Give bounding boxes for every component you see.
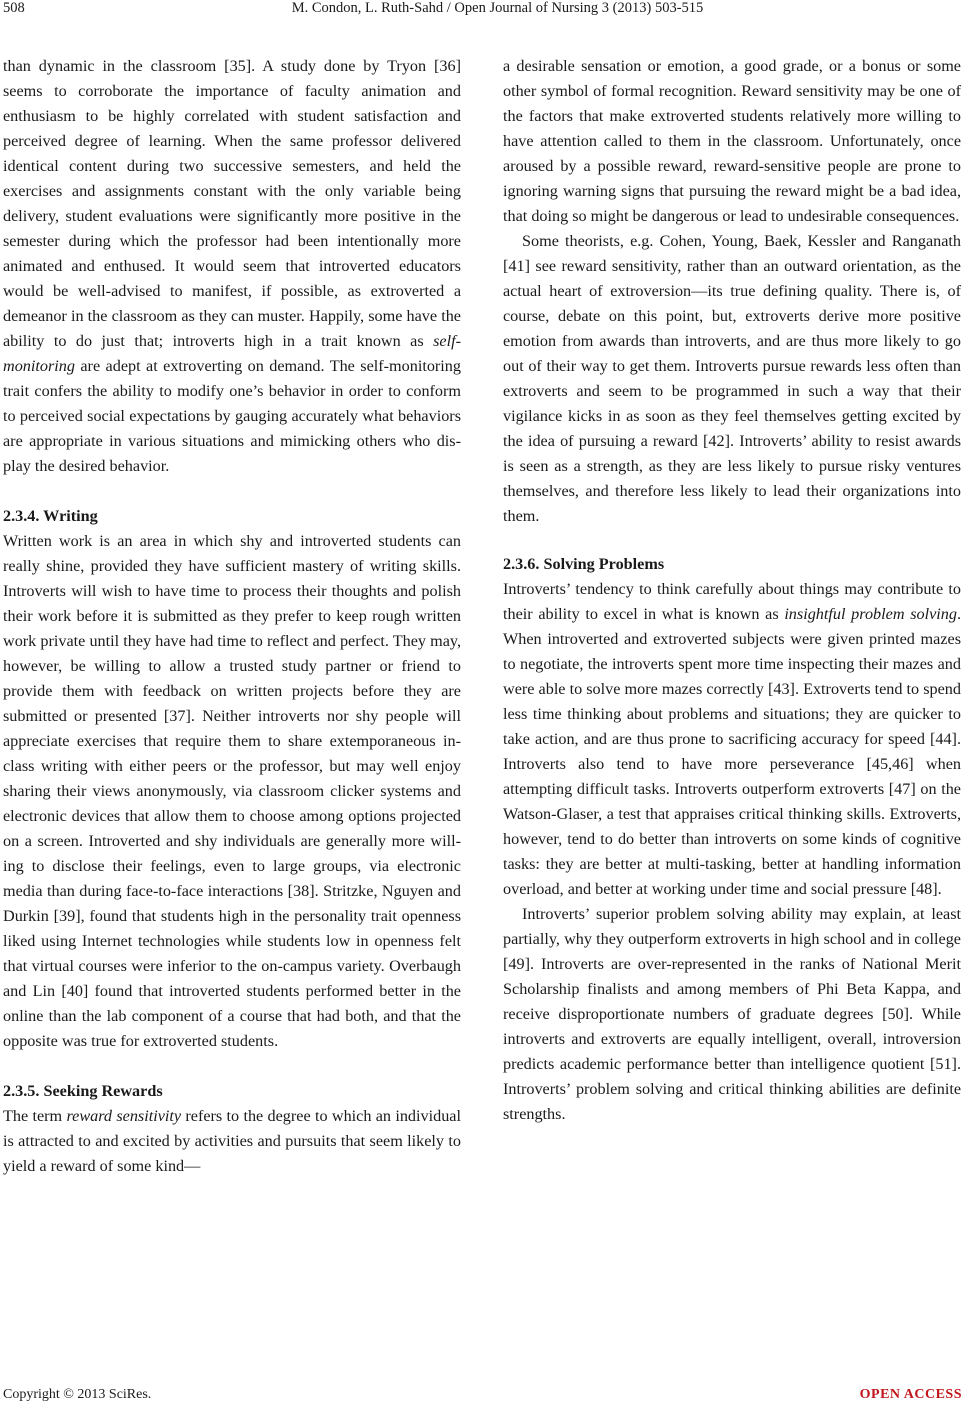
term-insightful-problem-solving: insightful problem solving xyxy=(784,605,957,623)
paragraph-problem-solving: Introverts’ tendency to think carefully about things may contribute to their ability to excel in what is known as insightful problem solving. When introverted and extroverted subjects were given printed mazes to negotiate, the introverts spent more time inspecting their mazes and were able to solve more mazes correctly [43]. Extroverts tend to spend less time thinking about problems and situations; they are quicker to take action, and are thus prone to sacrificing accuracy for speed [44]. Introverts also tend to have more perseverance [45,46] when attempting difficult tasks. Introverts outperform extroverts [47] on the Watson-Glaser, a test that appraises critical thinking skills. Extroverts, however, tend to do better than introverts on some kinds of cognitive tasks: they are better at multi-tasking, better at handling information overload, and better at working under time and social pressure [48]. xyxy=(503,580,961,898)
paragraph-reward-sensitivity: The term reward sensitivity refers to the degree to which an individual is attracted to and excited by activities and pursuits that seem likely to yield a reward of some kind— xyxy=(3,1107,461,1175)
paragraph-academic-performance: Introverts’ superior problem solving ability may explain, at least partially, why they outperform extroverts in high school and in college [49]. Introverts are over-represented in the ranks of National Merit Scholarship finalists and among members of Phi Beta Kappa, and receive disproportionate numbers of graduate degrees [50]. While introverts and extroverts are equally intelligent, overall, introversion predicts academic performance better than intelligence quotient [51]. Introverts’ problem solving and critical thinking abilities are definite strengths. xyxy=(503,905,961,1123)
open-access-label: OPEN ACCESS xyxy=(859,1387,962,1402)
paragraph-faculty-animation: than dynamic in the classroom [35]. A study done by Tryon [36] seems to corroborate the importance of faculty animation and enthusiasm to be highly correlated with student satisfaction and perceived degree of learning. When the same professor delivered identical content during two successive semesters, and held the exercises and assignments constant with the only variable being delivery, student evaluations were significantly more positive in the semester during which the professor had been intentionally more animated and enthused. It would seem that introverted educators would be well-advised to manifest, if possible, as extroverted a demeanor in the classroom as they can muster. Happily, some have the ability to do just that; introverts high in a trait known as self-monitoring are adept at extroverting on demand. The self-monitoring trait confers the ability to modify one’s behavior in order to conform to perceived social expectations by gauging accurately what behaviors are appropriate in various situations and mimicking others who display the desired behavior. xyxy=(3,57,461,475)
section-heading-solving-problems: 2.3.6. Solving Problems xyxy=(503,555,665,573)
term-self-monitoring: self-monitoring xyxy=(3,332,461,375)
section-heading-writing: 2.3.4. Writing xyxy=(3,507,98,525)
copyright-notice: Copyright © 2013 SciRes. xyxy=(3,1387,152,1402)
paragraph-writing: Written work is an area in which shy and introverted students can really shine, provided they have sufficient mastery of writing skills. Introverts will wish to have time to process their thoughts and polish their work before it is submitted as they prefer to keep rough written work private until they have had time to reflect and perfect. They may, however, be willing to allow a trusted study partner or friend to provide them with feedback on written projects before they are submitted or presented [37]. Neither introverts nor shy people will appreciate exercises that require them to share extemporaneous in-class writing with either peers or the professor, but may well enjoy sharing their views anonymously, via classroom clicker systems and electronic devices that allow them to choose among options projected on a screen. Introverted and shy individuals are generally more willing to disclose their feelings, even to large groups, via electronic media than during face-to-face interactions [38]. Stritzke, Nguyen and Durkin [39], found that students high in the personality trait openness liked using Internet technologies while students low in openness felt that virtual courses were inferior to the on-campus variety. Overbaugh and Lin [40] found that introverted students performed better in the online than the lab component of a course that had both, and that the opposite was true for extroverted students. xyxy=(3,532,461,1050)
paragraph-reward-continued: a desirable sensation or emotion, a good grade, or a bonus or some other symbol of formal recognition. Reward sensitivity may be one of the factors that make extroverted students relatively more willing to have attention called to them in the classroom. Unfortunately, once aroused by a possible reward, reward-sensitive people are prone to ignoring warning signs that pursuing the reward might be a bad idea, that doing so might be dangerous or lead to undesirable consequences. xyxy=(503,57,961,225)
paragraph-reward-theorists: Some theorists, e.g. Cohen, Young, Baek, Kessler and Ranganath [41] see reward sensitivity, rather than an outward orientation, as the actual heart of extroversion—its true defining quality. There is, of course, debate on this point, but, extroverts derive more positive emotion from awards than introverts, and are thus more likely to go out of their way to get them. Introverts pursue rewards less often than extroverts and seem to be programmed in such a way that their vigilance kicks in as soon as they feel themselves getting excited by the idea of pursuing a reward [42]. Introverts’ ability to resist awards is seen as a strength, as they are less likely to pursue risky ventures themselves, and therefore less likely to lead their organizations into them. xyxy=(503,232,961,525)
term-reward-sensitivity: reward sensitivity xyxy=(66,1107,182,1125)
page-number: 508 xyxy=(3,0,25,16)
section-heading-seeking-rewards: 2.3.5. Seeking Rewards xyxy=(3,1082,163,1100)
running-header xyxy=(0,0,965,20)
right-column xyxy=(503,54,961,1127)
left-column xyxy=(3,54,461,1179)
running-title: M. Condon, L. Ruth-Sahd / Open Journal of Nursing 3 (2013) 503-515 xyxy=(291,0,704,16)
